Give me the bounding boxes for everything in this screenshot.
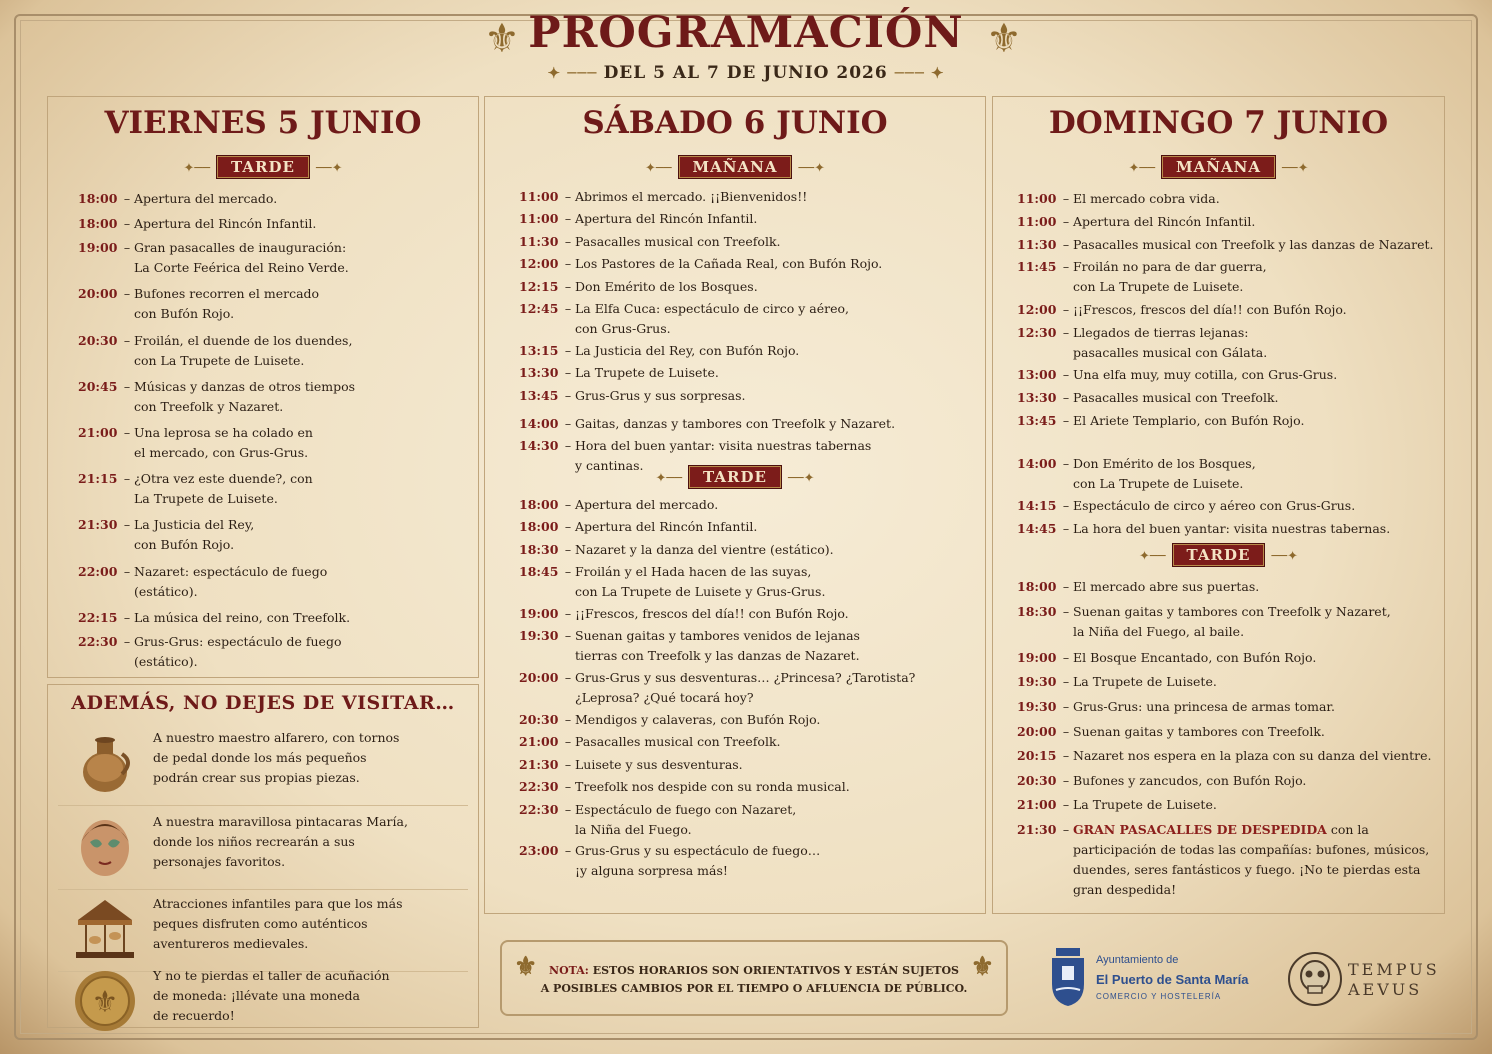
coat-of-arms-icon [1048, 944, 1088, 1010]
event-time: 20:30 [519, 712, 559, 727]
event-time: 14:15 [1017, 498, 1057, 514]
event-time: 18:00 [1017, 579, 1057, 594]
fleur-de-lis-icon: ⚜ [484, 16, 520, 62]
section-badge-row [48, 155, 478, 179]
dash-separator: – [564, 670, 572, 686]
event-description: Gran pasacalles de inauguración: La Corte Feérica del Reino Verde. [134, 240, 349, 276]
dash-separator: – [564, 779, 572, 795]
schedule-item [78, 608, 350, 628]
dash-separator: – [564, 606, 572, 621]
day-title: VIERNES 5 JUNIO [104, 105, 422, 141]
event-description: Apertura del mercado. [575, 497, 719, 512]
event-description: GRAN PASACALLES DE DESPEDIDA con la participación de todas las compañías: bufones, músicos, duendes, seres fantásticos y fuego. ¡No te pierdas esta gran despedida! [1073, 822, 1430, 897]
schedule-item [1017, 235, 1433, 255]
carousel-icon [70, 894, 140, 964]
event-time: 21:15 [78, 471, 118, 487]
event-description: ¿Otra vez este duende?, con La Trupete de Luisete. [134, 471, 313, 507]
ornament-icon: ✦ ─── [547, 64, 604, 82]
event-description: La música del reino, con Treefolk. [134, 609, 351, 625]
schedule-item [1017, 697, 1335, 717]
event-time: 18:00 [519, 519, 559, 535]
schedule-item [1017, 496, 1355, 516]
dash-separator: – [1062, 649, 1070, 665]
logo-department: COMERCIO Y HOSTELERÍA [1096, 992, 1222, 1001]
event-time: 20:30 [78, 332, 118, 348]
dash-separator: – [1062, 772, 1070, 788]
schedule-item [519, 232, 781, 252]
note-label: NOTA: [549, 964, 589, 977]
event-time: 11:30 [1017, 236, 1057, 252]
pottery-jug-icon [70, 728, 140, 798]
extras-title: ADEMÁS, NO DEJES DE VISITAR… [71, 692, 455, 714]
event-description: El mercado cobra vida. [1073, 191, 1220, 206]
event-time: 21:30 [78, 517, 118, 533]
schedule-item [78, 331, 352, 371]
dash-separator: – [564, 278, 572, 294]
dash-separator: – [564, 756, 572, 772]
ornament-icon: ──✦ [315, 161, 343, 176]
event-time: 19:30 [1017, 699, 1057, 714]
ornament-icon: ✦── [644, 161, 672, 176]
event-time: 18:45 [519, 564, 559, 580]
event-time: 19:00 [78, 240, 118, 256]
svg-text:⚜: ⚜ [91, 985, 119, 1020]
event-time: 23:00 [519, 843, 559, 859]
dash-separator: – [1062, 579, 1070, 594]
face-painting-icon [70, 812, 140, 882]
schedule-item [78, 214, 316, 234]
event-time: 13:15 [519, 342, 559, 358]
schedule-item [519, 755, 743, 775]
event-description: Grus-Grus y sus sorpresas. [575, 387, 746, 403]
schedule-item [1017, 771, 1306, 791]
event-description: Músicas y danzas de otros tiempos con Treefolk y Nazaret. [134, 378, 356, 414]
event-description: La Justicia del Rey, con Bufón Rojo. [134, 517, 255, 553]
dash-separator: – [564, 497, 572, 512]
event-time: 11:00 [1017, 191, 1057, 206]
schedule-item [1017, 411, 1304, 431]
dash-separator: – [1062, 723, 1070, 739]
schedule-item [78, 562, 327, 602]
schedule-item [78, 284, 319, 324]
dash-separator: – [1062, 236, 1070, 252]
fleur-de-lis-icon: ⚜ [970, 952, 994, 982]
dash-separator: – [564, 233, 572, 249]
event-highlight: GRAN PASACALLES DE DESPEDIDA [1073, 822, 1327, 837]
section-label: TARDE [216, 155, 310, 179]
schedule-item [519, 341, 799, 361]
dash-separator: – [564, 301, 572, 316]
event-time: 22:30 [519, 779, 559, 795]
dash-separator: – [123, 240, 131, 256]
dash-separator: – [1062, 191, 1070, 206]
logo-name: El Puerto de Santa María [1096, 972, 1249, 987]
schedule-item [1017, 212, 1255, 232]
event-description: ¡¡Frescos, frescos del día!! con Bufón Rojo. [1073, 302, 1347, 317]
section-label: TARDE [688, 465, 782, 489]
ornament-icon: ─── ✦ [894, 64, 945, 82]
event-time: 22:00 [78, 563, 118, 579]
event-description: Pasacalles musical con Treefolk y las danzas de Nazaret. [1073, 236, 1434, 252]
event-description: Nazaret: espectáculo de fuego (estático). [134, 563, 328, 599]
schedule-item [78, 189, 277, 209]
event-time: 13:00 [1017, 367, 1057, 383]
event-description: Gaitas, danzas y tambores con Treefolk y Nazaret. [575, 416, 896, 431]
event-time: 20:45 [78, 378, 118, 394]
event-time: 20:00 [78, 286, 118, 302]
extra-text: Y no te pierdas el taller de acuñación de moneda: ¡llévate una moneda de recuerdo! [153, 968, 390, 1023]
event-time: 19:00 [1017, 649, 1057, 665]
event-time: 21:30 [1017, 822, 1057, 837]
event-description: Don Emérito de los Bosques. [575, 278, 758, 294]
ornament-icon: ✦── [1139, 549, 1166, 564]
event-time: 18:30 [519, 541, 559, 557]
section-badge-row [485, 465, 985, 489]
event-description: Abrimos el mercado. ¡¡Bienvenidos!! [575, 189, 808, 204]
schedule-item [1017, 820, 1429, 900]
event-description: Llegados de tierras lejanas: pasacalles musical con Gálata. [1073, 324, 1268, 360]
schedule-item [1017, 672, 1217, 692]
schedule-item [519, 841, 820, 881]
event-time: 12:30 [1017, 324, 1057, 340]
dash-separator: – [564, 712, 572, 727]
ornament-icon: ✦── [655, 471, 683, 486]
section-label: TARDE [1172, 543, 1266, 567]
day-column-saturday [484, 96, 986, 914]
section-badge-row [993, 543, 1444, 567]
event-time: 21:00 [519, 734, 559, 750]
event-description: Apertura del Rincón Infantil. [575, 519, 758, 535]
ornament-icon: ✦── [1128, 161, 1156, 176]
dash-separator: – [123, 286, 131, 302]
event-time: 22:30 [519, 801, 559, 817]
event-description: Espectáculo de fuego con Nazaret, la Niña del Fuego. [575, 801, 797, 837]
event-time: 21:00 [1017, 797, 1057, 813]
schedule-item [78, 632, 341, 672]
dash-separator: – [564, 365, 572, 381]
dash-separator: – [564, 843, 572, 859]
event-time: 13:45 [519, 387, 559, 403]
page-title: PROGRAMACIÓN [528, 8, 964, 58]
extra-text: A nuestra maravillosa pintacaras María, donde los niños recrearán a sus personajes favoritos. [153, 814, 408, 869]
event-description: Treefolk nos despide con su ronda musical. [575, 779, 850, 795]
event-description: Nazaret nos espera en la plaza con su danza del vientre. [1073, 748, 1432, 764]
event-description: ¡¡Frescos, frescos del día!! con Bufón Rojo. [575, 606, 849, 621]
schedule-item [78, 469, 313, 509]
event-description: La Trupete de Luisete. [575, 365, 719, 381]
ornament-icon: ──✦ [1271, 549, 1298, 564]
schedule-item [519, 626, 860, 666]
schedule-item [1017, 189, 1220, 209]
dash-separator: – [1062, 822, 1070, 837]
dash-separator: – [564, 734, 572, 750]
schedule-item [1017, 388, 1279, 408]
dash-separator: – [564, 256, 572, 272]
event-description: Apertura del mercado. [134, 191, 278, 206]
event-time: 13:45 [1017, 413, 1057, 428]
dash-separator: – [123, 517, 131, 533]
event-description: Pasacalles musical con Treefolk. [575, 233, 781, 249]
dash-separator: – [123, 471, 131, 487]
dash-separator: – [564, 801, 572, 817]
event-description: Suenan gaitas y tambores venidos de lejanas tierras con Treefolk y las danzas de Nazaret. [575, 628, 860, 664]
event-description: El Ariete Templario, con Bufón Rojo. [1073, 413, 1305, 428]
schedule-item [519, 299, 849, 339]
schedule-item [78, 423, 313, 463]
schedule-item [519, 386, 745, 406]
dash-separator: – [1062, 213, 1070, 229]
schedule-item [519, 562, 825, 602]
event-description: El mercado abre sus puertas. [1073, 579, 1260, 594]
schedule-item [519, 777, 850, 797]
schedule-item [1017, 577, 1259, 597]
schedule-item [1017, 365, 1337, 385]
schedule-item [519, 604, 849, 624]
event-description: Froilán, el duende de los duendes, con La Trupete de Luisete. [134, 332, 353, 368]
ornament-icon: ──✦ [798, 161, 826, 176]
event-description: Hora del buen yantar: visita nuestras tabernas y cantinas. [575, 438, 872, 474]
schedule-item [519, 540, 834, 560]
dash-separator: – [564, 189, 572, 204]
extra-item-coin [58, 960, 468, 1044]
event-time: 19:30 [1017, 674, 1057, 690]
extra-text: Atracciones infantiles para que los más peques disfruten como auténticos aventureros medievales. [153, 896, 403, 951]
dash-separator: – [564, 628, 572, 644]
schedule-item [78, 515, 254, 555]
event-description: La Justicia del Rey, con Bufón Rojo. [575, 342, 800, 358]
extra-item-facepaint [58, 806, 468, 890]
event-time: 12:45 [519, 301, 559, 316]
event-time: 21:30 [519, 756, 559, 772]
event-description: Mendigos y calaveras, con Bufón Rojo. [575, 712, 821, 727]
dash-separator: – [123, 425, 131, 440]
event-time: 22:15 [78, 609, 118, 625]
dash-separator: – [1062, 699, 1070, 714]
dash-separator: – [1062, 498, 1070, 514]
tempus-aevus-logo [1286, 944, 1450, 1010]
page-subtitle [0, 63, 1492, 83]
schedule-item [1017, 257, 1267, 297]
event-description: La Trupete de Luisete. [1073, 797, 1217, 813]
event-time: 11:00 [519, 211, 559, 227]
dash-separator: – [123, 609, 131, 625]
dash-separator: – [564, 541, 572, 557]
section-badge-row [485, 155, 985, 179]
schedule-item [78, 238, 349, 278]
event-description: Apertura del Rincón Infantil. [575, 211, 758, 227]
event-description: Espectáculo de circo y aéreo con Grus-Grus. [1073, 498, 1356, 514]
extra-text: A nuestro maestro alfarero, con tornos de pedal donde los más pequeños podrán crear sus propias piezas. [153, 730, 400, 785]
event-description: Suenan gaitas y tambores con Treefolk y Nazaret, la Niña del Fuego, al baile. [1073, 603, 1391, 639]
logo-line-2: AEVUS [1348, 980, 1423, 999]
extra-item-pottery [58, 722, 468, 806]
schedule-item [519, 668, 915, 708]
event-description: Nazaret y la danza del vientre (estático). [575, 541, 834, 557]
event-time: 12:00 [1017, 302, 1057, 317]
dash-separator: – [1062, 521, 1070, 537]
schedule-item [1017, 746, 1431, 766]
dash-separator: – [564, 342, 572, 358]
dash-separator: – [564, 564, 572, 580]
schedule-item [519, 495, 718, 515]
event-description: Una elfa muy, muy cotilla, con Grus-Grus. [1073, 367, 1338, 383]
schedule-item [1017, 323, 1267, 363]
fleur-de-lis-icon: ⚜ [986, 16, 1022, 62]
dash-separator: – [123, 634, 131, 650]
event-description: Pasacalles musical con Treefolk. [1073, 390, 1279, 406]
schedule-item [519, 254, 882, 274]
event-time: 11:00 [1017, 213, 1057, 229]
event-time: 21:00 [78, 425, 118, 440]
dash-separator: – [564, 416, 572, 431]
ornament-icon: ──✦ [787, 471, 815, 486]
schedule-item [1017, 602, 1391, 642]
section-label: MAÑANA [1161, 155, 1276, 179]
day-title: SÁBADO 6 JUNIO [582, 105, 888, 141]
event-time: 12:15 [519, 278, 559, 294]
dash-separator: – [1062, 390, 1070, 406]
event-time: 12:00 [519, 256, 559, 272]
event-description: Una leprosa se ha colado en el mercado, con Grus-Grus. [134, 425, 313, 460]
dash-separator: – [123, 378, 131, 394]
day-column-sunday [992, 96, 1445, 914]
event-time: 14:30 [519, 438, 559, 454]
schedule-item [519, 209, 757, 229]
dash-separator: – [123, 215, 131, 231]
schedule-note [500, 940, 1008, 1016]
ornament-icon: ✦── [183, 161, 211, 176]
event-time: 13:30 [519, 365, 559, 381]
event-description: Los Pastores de la Cañada Real, con Bufón Rojo. [575, 256, 883, 272]
schedule-item [519, 732, 781, 752]
date-range: DEL 5 AL 7 DE JUNIO 2026 [603, 63, 888, 83]
event-time: 20:00 [519, 670, 559, 686]
event-time: 14:45 [1017, 521, 1057, 537]
schedule-item [519, 187, 807, 207]
event-description: Suenan gaitas y tambores con Treefolk. [1073, 723, 1325, 739]
logo-small-text: Ayuntamiento de [1096, 954, 1179, 966]
event-description: Grus-Grus y su espectáculo de fuego… ¡y alguna sorpresa más! [575, 843, 821, 879]
event-time: 18:30 [1017, 603, 1057, 619]
dash-separator: – [564, 211, 572, 227]
dash-separator: – [1062, 302, 1070, 317]
dash-separator: – [123, 332, 131, 348]
schedule-item [1017, 795, 1217, 815]
coin-icon [70, 966, 140, 1036]
event-time: 11:30 [519, 233, 559, 249]
event-time: 22:30 [78, 634, 118, 650]
event-time: 18:00 [519, 497, 559, 512]
schedule-item [519, 517, 757, 537]
event-description: Grus-Grus: espectáculo de fuego (estático). [134, 634, 342, 670]
dash-separator: – [1062, 603, 1070, 619]
event-time: 20:15 [1017, 748, 1057, 764]
event-description: Froilán no para de dar guerra, con La Trupete de Luisete. [1073, 259, 1267, 295]
day-column-friday [47, 96, 479, 678]
event-description: La Trupete de Luisete. [1073, 674, 1217, 690]
dash-separator: – [564, 519, 572, 535]
event-description: La Elfa Cuca: espectáculo de circo y aéreo, con Grus-Grus. [575, 301, 849, 336]
schedule-item [519, 414, 895, 434]
event-time: 11:45 [1017, 259, 1057, 275]
event-time: 14:00 [1017, 455, 1057, 471]
event-time: 19:30 [519, 628, 559, 644]
dash-separator: – [1062, 674, 1070, 690]
schedule-item [519, 277, 758, 297]
event-time: 14:00 [519, 416, 559, 431]
dash-separator: – [1062, 324, 1070, 340]
event-time: 13:30 [1017, 390, 1057, 406]
section-badge-row [993, 155, 1444, 179]
event-time: 18:00 [78, 215, 118, 231]
event-description: Luisete y sus desventuras. [575, 756, 743, 772]
schedule-item [1017, 722, 1325, 742]
dash-separator: – [564, 387, 572, 403]
schedule-item [519, 363, 719, 383]
event-time: 11:00 [519, 189, 559, 204]
fleur-de-lis-icon: ⚜ [514, 952, 538, 982]
schedule-item [1017, 300, 1347, 320]
event-description: Don Emérito de los Bosques, con La Trupete de Luisete. [1073, 455, 1256, 491]
dash-separator: – [1062, 413, 1070, 428]
dash-separator: – [123, 563, 131, 579]
schedule-item [1017, 519, 1390, 539]
dash-separator: – [1062, 797, 1070, 813]
event-time: 18:00 [78, 191, 118, 206]
event-description: Froilán y el Hada hacen de las suyas, con La Trupete de Luisete y Grus-Grus. [575, 564, 826, 600]
event-time: 19:00 [519, 606, 559, 621]
event-description: Apertura del Rincón Infantil. [1073, 213, 1256, 229]
event-description: Apertura del Rincón Infantil. [134, 215, 317, 231]
day-title: DOMINGO 7 JUNIO [1048, 105, 1389, 141]
skull-crest-icon [1286, 950, 1344, 1008]
ornament-icon: ──✦ [1281, 161, 1309, 176]
schedule-item [1017, 454, 1256, 494]
dash-separator: – [1062, 367, 1070, 383]
event-description: Grus-Grus: una princesa de armas tomar. [1073, 699, 1335, 714]
dash-separator: – [1062, 455, 1070, 471]
dash-separator: – [1062, 748, 1070, 764]
ayuntamiento-logo [1048, 944, 1276, 1010]
schedule-item [519, 800, 796, 840]
schedule-item [78, 377, 355, 417]
dash-separator: – [1062, 259, 1070, 275]
event-time: 20:30 [1017, 772, 1057, 788]
section-label: MAÑANA [678, 155, 793, 179]
dash-separator: – [564, 438, 572, 454]
note-line-2: A POSIBLES CAMBIOS POR EL TIEMPO O AFLUENCIA DE PÚBLICO. [540, 982, 968, 995]
event-description: Bufones recorren el mercado con Bufón Rojo. [134, 286, 320, 322]
logo-line-1: TEMPUS [1348, 960, 1440, 979]
dash-separator: – [123, 191, 131, 206]
event-time: 20:00 [1017, 723, 1057, 739]
note-line-1: ESTOS HORARIOS SON ORIENTATIVOS Y ESTÁN SUJETOS [588, 964, 959, 977]
schedule-item [1017, 648, 1316, 668]
event-description: Pasacalles musical con Treefolk. [575, 734, 781, 750]
event-description: La hora del buen yantar: visita nuestras tabernas. [1073, 521, 1391, 537]
event-description: Bufones y zancudos, con Bufón Rojo. [1073, 772, 1307, 788]
event-description: El Bosque Encantado, con Bufón Rojo. [1073, 649, 1317, 665]
event-description: Grus-Grus y sus desventuras… ¿Princesa? ¿Tarotista? ¿Leprosa? ¿Qué tocará hoy? [575, 670, 916, 706]
schedule-item [519, 710, 820, 730]
